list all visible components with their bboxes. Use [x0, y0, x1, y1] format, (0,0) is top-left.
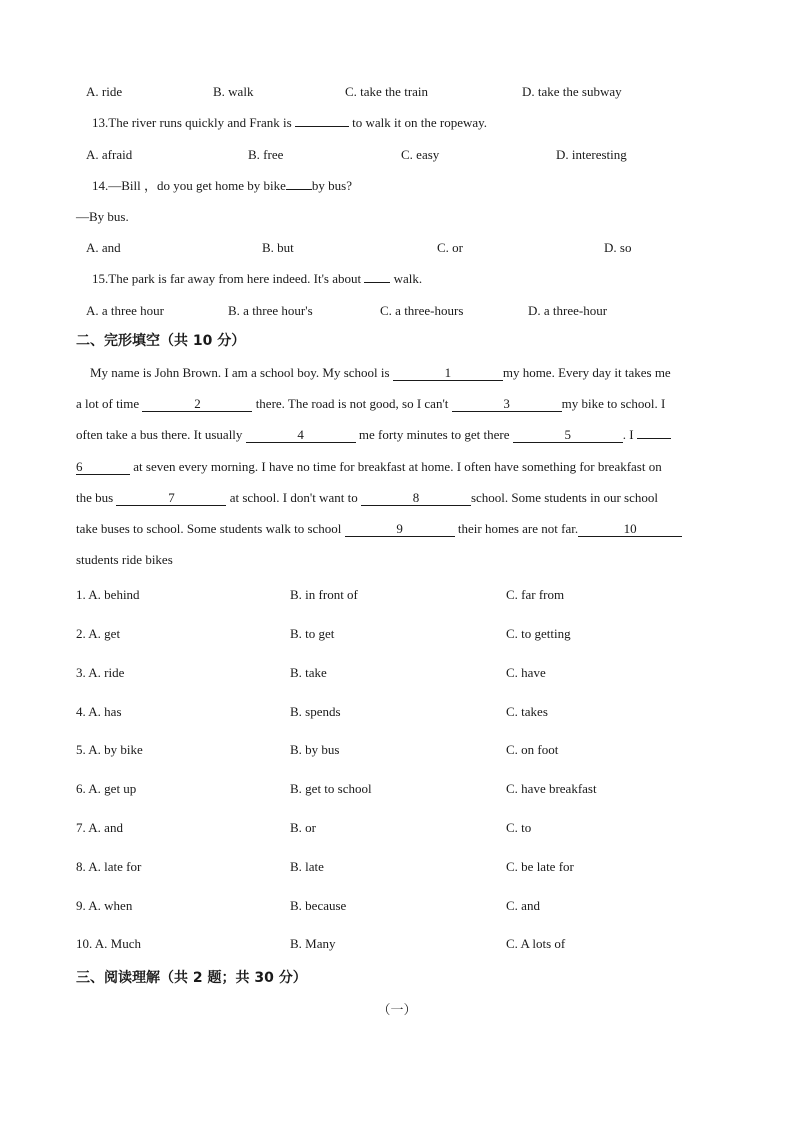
choice-4-b: B. spends [290, 704, 341, 719]
q15-option-c: C. a three-hours [380, 303, 464, 318]
choice-7-a: 7. A. and [76, 820, 123, 835]
passage-text: my home. Every day it takes me [502, 365, 671, 380]
passage-text: their homes are not far. [457, 521, 579, 536]
page-subsection-marker: （一） [377, 1002, 417, 1017]
section-3-heading: 三、阅读理解（共 2 题；共 30 分） [76, 970, 307, 986]
passage-text: take buses to school. Some students walk to school [76, 521, 342, 536]
passage-line-5 [76, 490, 658, 506]
q14-stem [92, 178, 352, 194]
passage-text: a lot of time [76, 396, 140, 411]
choice-5-b: B. by bus [290, 742, 340, 757]
choice-3-b: B. take [290, 665, 327, 680]
choice-7-c: C. to [506, 820, 532, 835]
cloze-blank-6-start [637, 438, 671, 439]
choice-10-a: 10. A. Much [76, 936, 141, 951]
choice-6-b: B. get to school [290, 781, 372, 796]
choice-3-c: C. have [506, 665, 546, 680]
q13-option-b: B. free [248, 147, 284, 162]
choice-3-a: 3. A. ride [76, 665, 125, 680]
q15-option-a: A. a three hour [86, 303, 164, 318]
passage-line-4 [76, 459, 662, 475]
choice-9-c: C. and [506, 898, 540, 913]
q14-stem-after: by bus? [311, 178, 352, 193]
q15-option-d: D. a three-hour [528, 303, 608, 318]
choice-9-b: B. because [290, 898, 347, 913]
choice-1-a: 1. A. behind [76, 587, 140, 602]
q13-option-c: C. easy [401, 147, 440, 162]
q13-option-d: D. interesting [556, 147, 627, 162]
q12-option-d: D. take the subway [522, 84, 622, 99]
cloze-blank-8: 8 [361, 491, 471, 506]
cloze-blank-2: 2 [142, 397, 252, 412]
q14-option-c: C. or [437, 240, 463, 255]
cloze-blank-3: 3 [452, 397, 562, 412]
passage-text: My name is John Brown. I am a school boy. My school is [90, 365, 390, 380]
passage-text: my bike to school. I [561, 396, 666, 411]
passage-text: the bus [76, 490, 114, 505]
passage-text: me forty minutes to get there [358, 427, 510, 442]
cloze-blank-4: 4 [246, 428, 356, 443]
q15-option-b: B. a three hour's [228, 303, 313, 318]
q13-option-a: A. afraid [86, 147, 133, 162]
choice-6-a: 6. A. get up [76, 781, 137, 796]
choice-10-c: C. A lots of [506, 936, 566, 951]
q14-option-a: A. and [86, 240, 121, 255]
passage-line-2 [76, 396, 665, 412]
choice-5-a: 5. A. by bike [76, 742, 143, 757]
cloze-blank-6: 6 [76, 460, 130, 475]
passage-text: school. Some students in our school [470, 490, 658, 505]
q13-stem-before: 13.The river runs quickly and Frank is [92, 115, 292, 130]
passage-line-3 [76, 427, 671, 443]
passage-line-1 [90, 365, 671, 381]
q15-stem-after: walk. [393, 271, 423, 286]
passage-line-6 [76, 521, 682, 537]
q14-option-d: D. so [604, 240, 632, 255]
q14-option-b: B. but [262, 240, 294, 255]
choice-8-b: B. late [290, 859, 324, 874]
choice-2-b: B. to get [290, 626, 335, 641]
q13-stem-after: to walk it on the ropeway. [352, 115, 488, 130]
choice-1-b: B. in front of [290, 587, 358, 602]
choice-2-c: C. to getting [506, 626, 571, 641]
q14-answer-line: —By bus. [76, 209, 129, 224]
cloze-blank-10: 10 [578, 522, 682, 537]
q13-blank [295, 126, 349, 127]
choice-8-c: C. be late for [506, 859, 574, 874]
q13-stem [92, 115, 487, 131]
choice-9-a: 9. A. when [76, 898, 133, 913]
passage-text: there. The road is not good, so I can't [255, 396, 449, 411]
passage-text: at seven every morning. I have no time for breakfast at home. I often have something for breakfast on [133, 459, 662, 474]
passage-line-7: students ride bikes [76, 552, 173, 567]
choice-7-b: B. or [290, 820, 316, 835]
section-2-heading: 二、完形填空（共 10 分） [76, 333, 246, 349]
q12-option-c: C. take the train [345, 84, 429, 99]
q14-blank [286, 189, 312, 190]
passage-text: often take a bus there. It usually [76, 427, 243, 442]
cloze-blank-5: 5 [513, 428, 623, 443]
passage-text: . I [622, 427, 634, 442]
choice-5-c: C. on foot [506, 742, 559, 757]
choice-1-c: C. far from [506, 587, 565, 602]
q12-option-a: A. ride [86, 84, 123, 99]
q15-stem [92, 271, 422, 287]
q14-stem-before: 14.—Bill ，do you get home by bike [92, 178, 286, 193]
choice-8-a: 8. A. late for [76, 859, 142, 874]
cloze-blank-7: 7 [116, 491, 226, 506]
passage-text: at school. I don't want to [229, 490, 358, 505]
choice-4-c: C. takes [506, 704, 548, 719]
choice-6-c: C. have breakfast [506, 781, 597, 796]
q12-option-b: B. walk [213, 84, 254, 99]
cloze-blank-1: 1 [393, 366, 503, 381]
choice-2-a: 2. A. get [76, 626, 121, 641]
q15-blank [364, 282, 390, 283]
q15-stem-before: 15.The park is far away from here indeed. It's about [92, 271, 362, 286]
choice-10-b: B. Many [290, 936, 336, 951]
choice-4-a: 4. A. has [76, 704, 122, 719]
cloze-blank-9: 9 [345, 522, 455, 537]
